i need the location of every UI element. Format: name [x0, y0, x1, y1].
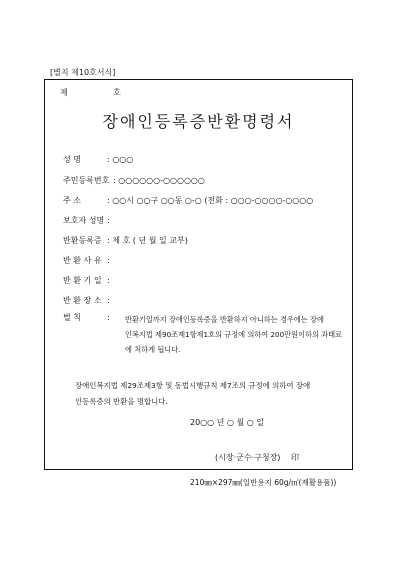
- reason-value: :: [107, 256, 110, 265]
- doc-number-suffix: 호: [113, 88, 121, 97]
- place-row: [63, 295, 110, 306]
- penalty-line: 반환기일까지 장애인등록증을 반환하지 아니하는 경우에는 장애: [125, 315, 324, 324]
- issuer-title: (시장·군수·구청장): [215, 453, 281, 462]
- statement-line: 장애인복지법 제29조제3항 및 동법시행규칙 제7조의 규정에 의하여 장애: [75, 381, 311, 390]
- document-title: 장애인등록증반환명령서: [102, 112, 295, 131]
- statement-line: 인등록증의 반환을 명합니다.: [75, 397, 168, 406]
- deadline-label: 반 환 기 일: [63, 276, 102, 285]
- penalty-row: [63, 312, 110, 323]
- address-row: [63, 195, 313, 206]
- guardian-row: [63, 215, 110, 226]
- deadline-value: :: [107, 276, 110, 285]
- reason-row: [63, 255, 110, 266]
- order-statement: [75, 378, 345, 410]
- rrn-label: 주민등록번호: [63, 176, 110, 185]
- seal-mark: 印: [290, 453, 299, 462]
- rrn-value: : ○○○○○○-○○○○○○: [113, 176, 205, 185]
- penalty-line: 인복지법 제90조제1항제1호의 규정에 의하여 200만원이하의 과태료: [125, 330, 343, 339]
- reason-label: 반 환 사 유: [63, 256, 102, 265]
- rrn-row: [63, 175, 205, 186]
- penalty-label: 벌 칙: [63, 313, 81, 322]
- address-label: 주 소: [63, 196, 81, 205]
- name-label: 성 명: [63, 155, 81, 164]
- penalty-line: 에 처하게 됩니다.: [125, 345, 181, 354]
- issue-date: 20○○ 년 ○ 월 ○ 일: [190, 418, 265, 427]
- document-frame: [44, 79, 353, 470]
- card-label: 반환등록증: [63, 236, 102, 245]
- penalty-text: [125, 312, 345, 357]
- card-row: [63, 235, 188, 246]
- form-number-label: [별지 제10호서식]: [50, 68, 116, 77]
- penalty-colon: :: [107, 313, 110, 322]
- guardian-label: 보호자 성명: [63, 216, 105, 225]
- issuer-line: [215, 452, 299, 463]
- name-value: : ○○○: [107, 155, 134, 164]
- paper-spec: 210㎜×297㎜(일반용지 60g/㎡(재활용품)): [190, 478, 337, 487]
- card-value: : 제 호 ( 년 월 일 교부): [107, 236, 188, 245]
- name-row: [63, 154, 133, 165]
- address-value: : ○○시 ○○구 ○○동 ○-○ (전화 : ○○○-○○○○-○○○○: [107, 196, 314, 205]
- guardian-value: :: [107, 216, 110, 225]
- place-value: :: [107, 296, 110, 305]
- place-label: 반 환 장 소: [63, 296, 102, 305]
- doc-number-label: 제: [60, 88, 68, 97]
- deadline-row: [63, 275, 110, 286]
